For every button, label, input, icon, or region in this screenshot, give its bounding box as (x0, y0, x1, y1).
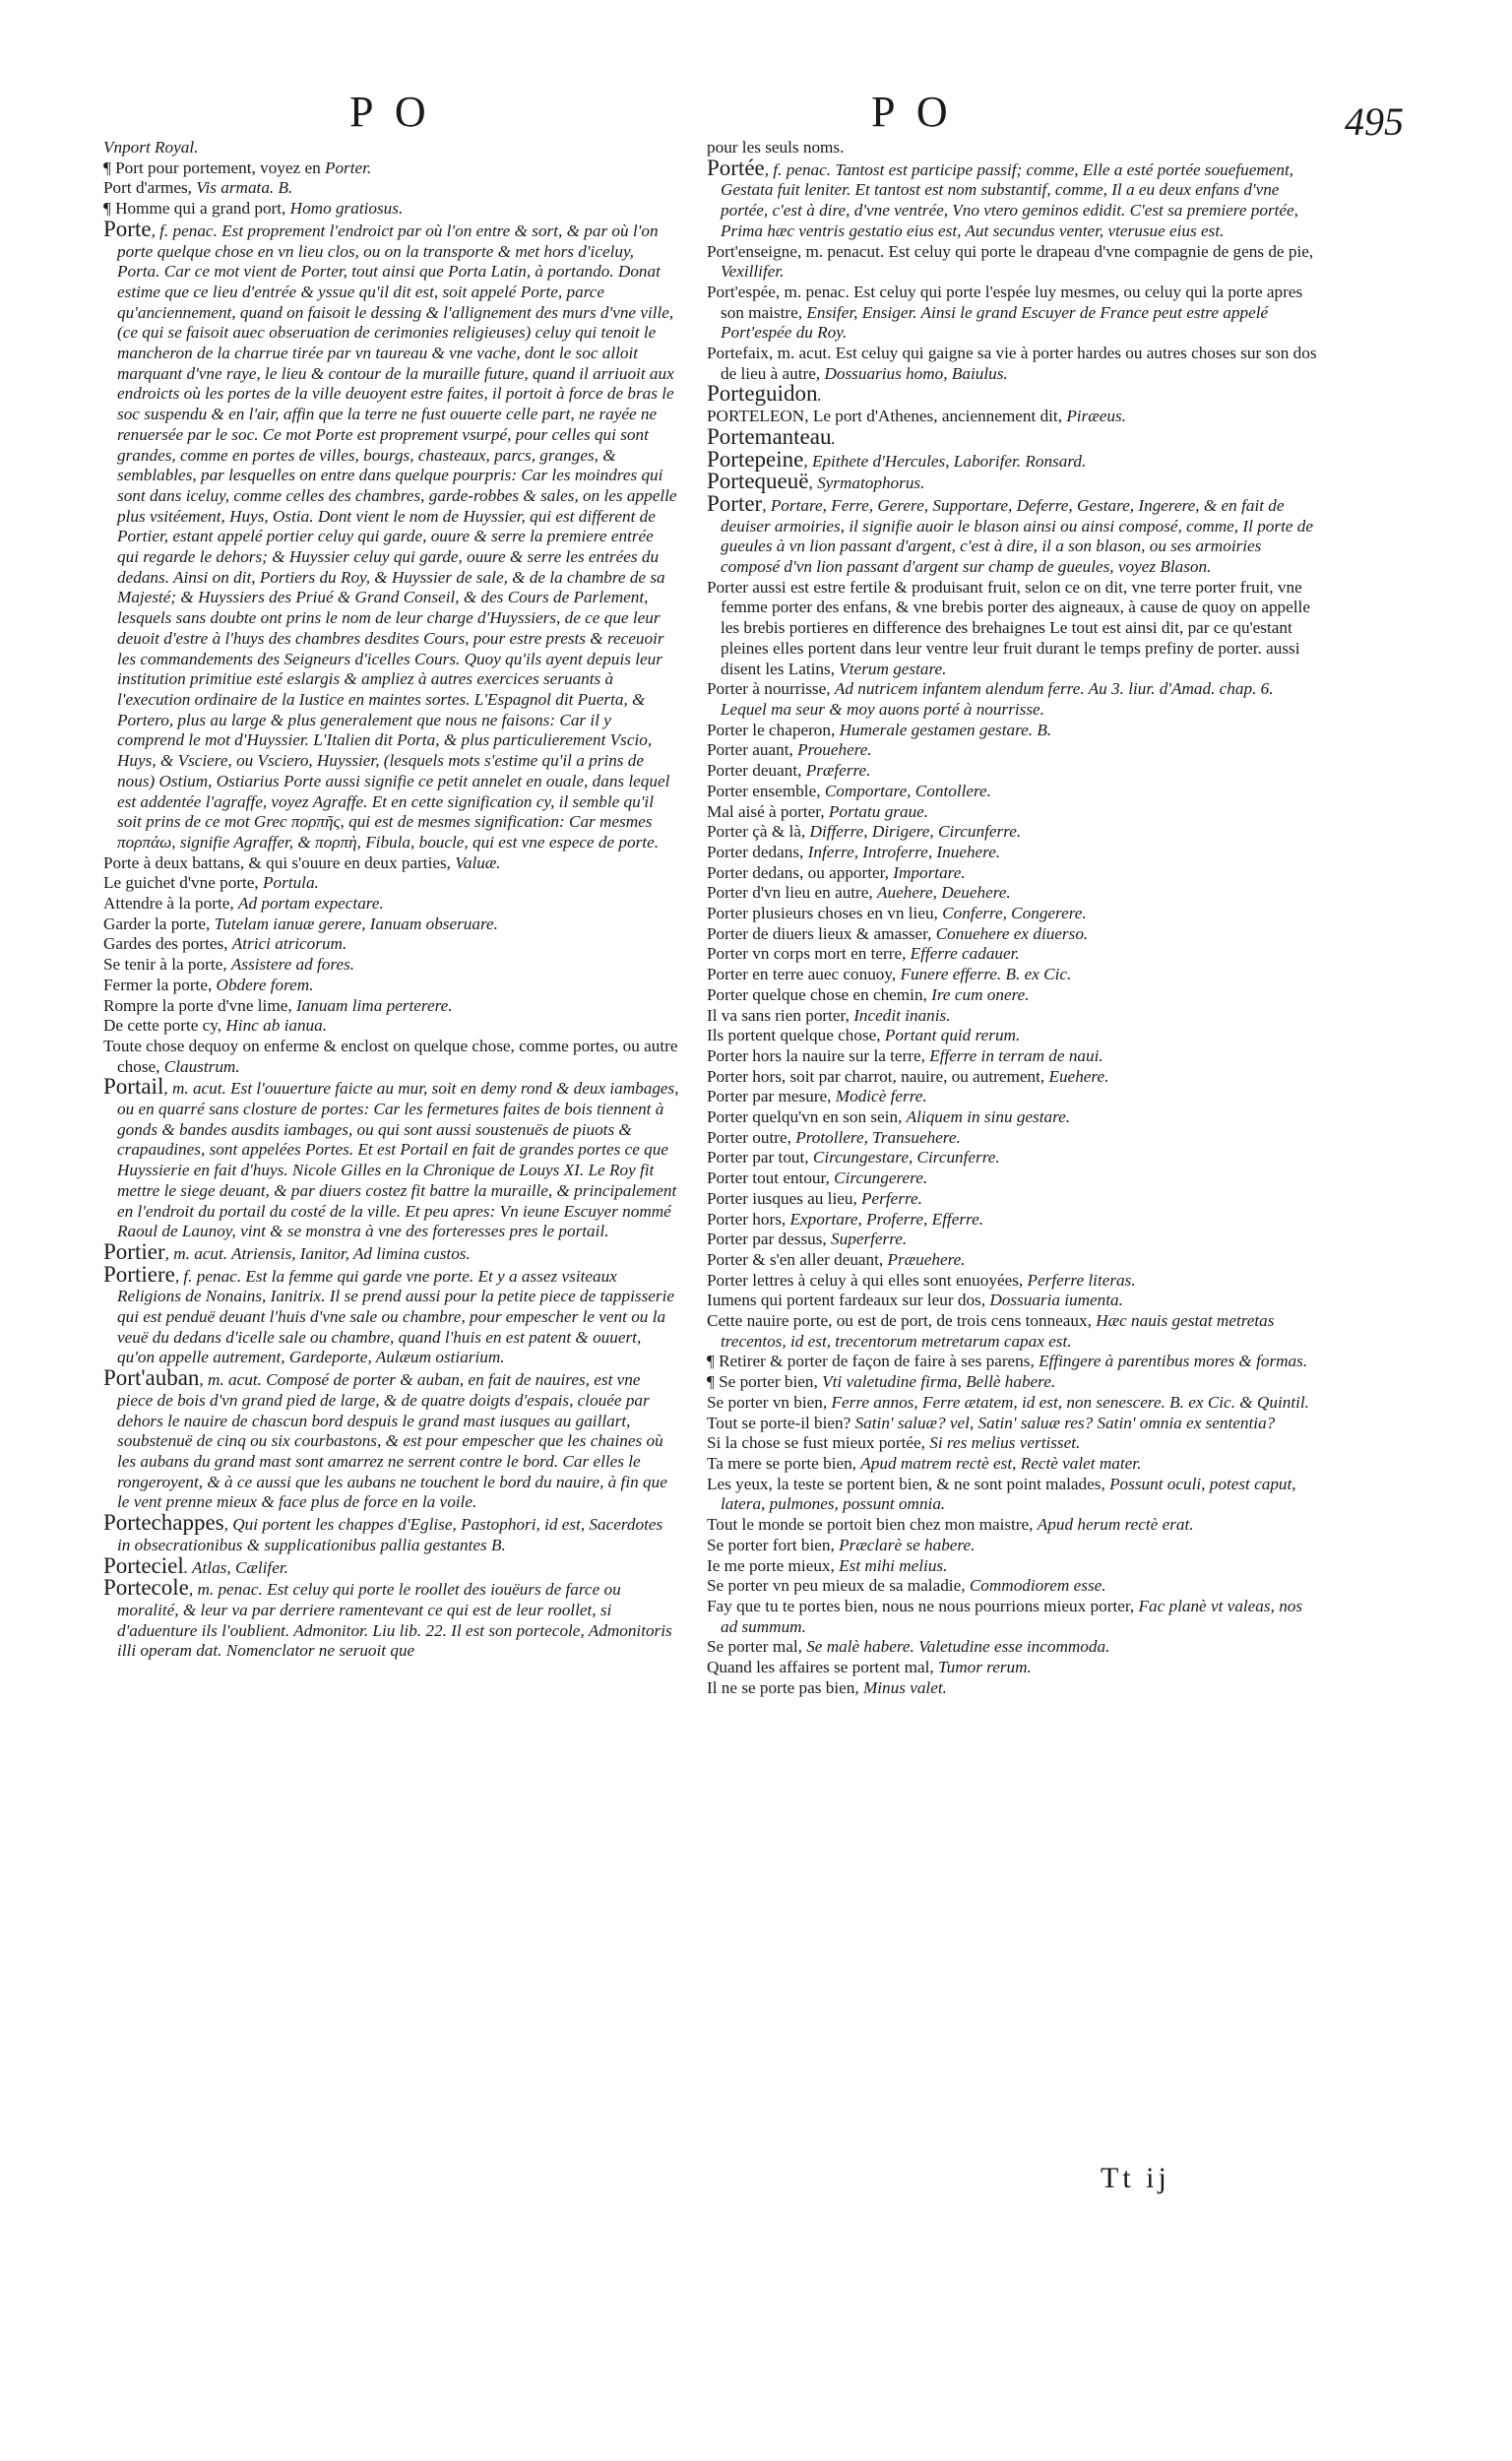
signature-mark: Tt ij (1101, 2162, 1170, 2194)
entry-body: Assistere ad fores. (230, 955, 355, 975)
entry-body: Præclarè se habere. (839, 1535, 976, 1554)
dictionary-entry (103, 996, 679, 1017)
dictionary-entry (707, 1168, 1322, 1189)
entry-body: Est mihi melius. (839, 1555, 948, 1575)
dictionary-entry (707, 1006, 1322, 1027)
dictionary-entry (707, 1515, 1322, 1536)
entry-body: Dossuarius homo, Baiulus. (824, 363, 1008, 383)
dictionary-entry (707, 944, 1322, 965)
dictionary-entry (707, 1250, 1322, 1271)
entry-headword: Porter tout entour, (707, 1168, 835, 1188)
dictionary-entry (707, 138, 1322, 158)
dictionary-entry (103, 1552, 679, 1579)
entry-body: Portant quid rerum. (884, 1026, 1021, 1045)
dictionary-entry (103, 853, 679, 874)
entry-body: Comportare, Contollere. (824, 781, 991, 800)
entry-body: Vnport Royal. (103, 138, 199, 157)
entry-headword: ¶ Port pour portement, voyez en (103, 158, 325, 177)
entry-body: Prouehere. (797, 740, 872, 760)
dictionary-entry (707, 1372, 1322, 1393)
entry-body: Euehere. (1048, 1066, 1109, 1086)
entry-headword: Porter aussi est estre fertile & produisant fruit, selon ce on dit, vne terre porter fruit, vne femme porter des enfans, & vne brebis porter des aigneaux, à cause de quoy on appelle les brebis portieres en difference des brehaignes Le tout est ainsi dit, par ce qu'estant pleines elles portent dans leur ventre leur fruit durant le temps prefiny de porter. aussi disent les Latins, (707, 577, 1310, 678)
dictionary-entry (707, 155, 1322, 242)
entry-headword: Si la chose se fust mieux portée, (707, 1433, 930, 1453)
dictionary-entry (103, 178, 679, 199)
entry-body: Vexillifer. (721, 262, 785, 282)
entry-body: Piræeus. (1066, 407, 1126, 426)
entry-headword: Porter hors, (707, 1209, 790, 1229)
entry-body: , Portare, Ferre, Gerere, Supportare, Deferre, Gestare, Ingerere, & en fait de deuiser armoiries, il signifie auoir le blason ainsi ou ainsi composé, comme, Il porte de gueules à vn lion passant d'argent, c'est à dire, il a son blason, ou ses armoiries composé d'vn lion passant d'argent sur champ de gueules, voyez Blason. (721, 495, 1313, 577)
entry-headword: Porter & s'en aller deuant, (707, 1249, 888, 1269)
dictionary-entry (707, 1556, 1322, 1577)
dictionary-entry (103, 934, 679, 955)
entry-headword: Porter lettres à celuy à qui elles sont enuoyées, (707, 1270, 1028, 1290)
entry-headword: De cette porte cy, (103, 1016, 226, 1036)
entry-body: Possunt oculi, potest caput, latera, pulmones, possunt omnia. (721, 1474, 1296, 1514)
left-column (103, 138, 679, 1662)
entry-headword: Portemanteau (707, 423, 832, 449)
dictionary-entry (103, 216, 679, 853)
entry-headword: Porter par mesure, (707, 1087, 836, 1106)
entry-headword: Porter plusieurs choses en vn lieu, (707, 904, 943, 923)
entry-body: Modicè ferre. (835, 1087, 927, 1106)
dictionary-entry (707, 1433, 1322, 1454)
entry-body: Efferre cadauer. (910, 944, 1020, 964)
dictionary-entry (103, 1074, 679, 1242)
entry-body: Differre, Dirigere, Circunferre. (809, 822, 1022, 842)
entry-body: Homo gratiosus. (289, 199, 404, 219)
entry-headword: ¶ Homme qui a grand port, (103, 199, 290, 219)
entry-headword: ¶ Retirer & porter de façon de faire à ses parens, (707, 1352, 1040, 1371)
entry-body: Atrici atricorum. (231, 934, 347, 954)
entry-body: Ianuam lima perterere. (295, 995, 453, 1015)
dictionary-entry (707, 1148, 1322, 1168)
entry-headword: Porter outre, (707, 1127, 796, 1147)
entry-body: Importare. (893, 862, 966, 882)
entry-headword: Porter auant, (707, 740, 798, 760)
dictionary-entry (707, 1087, 1322, 1107)
entry-headword: Porter dedans, (707, 842, 808, 861)
entry-headword: Tout se porte-il bien? (707, 1413, 855, 1432)
entry-body: Porter. (324, 158, 372, 177)
entry-body: Exportare, Proferre, Efferre. (789, 1209, 983, 1229)
dictionary-entry (103, 199, 679, 220)
entry-body: Humerale gestamen gestare. B. (839, 720, 1052, 739)
entry-body: Claustrum. (163, 1056, 240, 1076)
entry-headword: Se porter fort bien, (707, 1535, 840, 1554)
entry-headword: Le guichet d'vne porte, (103, 873, 264, 893)
dictionary-entry (103, 1238, 679, 1265)
dictionary-entry (707, 761, 1322, 782)
entry-body: Aliquem in sinu gestare. (906, 1107, 1071, 1127)
entry-body: Valuæ. (455, 852, 501, 872)
entry-headword: Tout le monde se portoit bien chez mon maistre, (707, 1515, 1038, 1535)
entry-body: Conferre, Congerere. (942, 904, 1087, 923)
entry-headword: Porter le chaperon, (707, 720, 840, 739)
entry-body: Protollere, Transuehere. (795, 1127, 961, 1147)
entry-headword: Porter dedans, ou apporter, (707, 862, 894, 882)
entry-headword: Porter quelqu'vn en son sein, (707, 1107, 907, 1127)
entry-body: Funere efferre. B. ex Cic. (900, 965, 1072, 984)
dictionary-entry (707, 490, 1322, 578)
entry-headword: Porte à deux battans, & qui s'ouure en deux parties, (103, 852, 456, 872)
dictionary-entry (707, 985, 1322, 1006)
entry-headword: Il va sans rien porter, (707, 1005, 854, 1025)
dictionary-entry (707, 843, 1322, 863)
entry-headword: Porter par tout, (707, 1148, 813, 1167)
entry-headword: Ils portent quelque chose, (707, 1026, 885, 1045)
dictionary-entry (707, 721, 1322, 741)
entry-headword: Portiere (103, 1261, 175, 1287)
entry-headword: Porter hors la nauire sur la terre, (707, 1045, 930, 1065)
entry-body: Perferre. (861, 1188, 922, 1208)
entry-body: Ire cum onere. (931, 984, 1030, 1004)
dictionary-entry (707, 1658, 1322, 1678)
entry-headword: Fay que tu te portes bien, nous ne nous pourrions mieux porter, (707, 1596, 1139, 1615)
entry-headword: Portequeuë (707, 469, 809, 494)
entry-body: Apud herum rectè erat. (1037, 1515, 1194, 1535)
dictionary-entry (707, 883, 1322, 904)
dictionary-entry (707, 782, 1322, 802)
entry-body: , Qui portent les chappes d'Eglise, Pastophori, id est, Sacerdotes in obsecrationibus & supplicationibus pallia gestantes B. (117, 1515, 663, 1554)
entry-body: Inferre, Introferre, Inuehere. (807, 842, 1001, 861)
entry-headword: Portier (103, 1238, 165, 1264)
entry-body: . (831, 428, 836, 448)
entry-headword: Porteguidon (707, 381, 818, 407)
dictionary-entry (707, 381, 1322, 407)
entry-headword: Port'enseigne, m. penacut. Est celuy qui porte le drapeau d'vne compagnie de gens de pie, (707, 241, 1314, 261)
entry-headword: pour les seuls noms. (707, 138, 845, 157)
dictionary-entry (103, 158, 679, 179)
entry-headword: Portefaix, m. acut. Est celuy qui gaigne sa vie à porter hardes ou autres choses sur son dos de lieu à autre, (707, 344, 1317, 383)
entry-body: Se malè habere. Valetudine esse incommoda. (806, 1637, 1110, 1657)
dictionary-entry (707, 863, 1322, 884)
dictionary-entry (103, 1261, 679, 1369)
entry-body: Satin' saluæ? vel, Satin' saluæ res? Satin' omnia ex sententia? (854, 1413, 1276, 1432)
entry-headword: Porter quelque chose en chemin, (707, 984, 932, 1004)
entry-body: Hæc nauis gestat metretas trecentos, id est, trecentorum metretarum capax est. (721, 1311, 1275, 1351)
entry-body: Dossuaria iumenta. (989, 1291, 1123, 1310)
entry-headword: Se tenir à la porte, (103, 955, 231, 975)
dictionary-entry (103, 138, 679, 158)
entry-body: Ensifer, Ensiger. Ainsi le grand Escuyer de France peut estre appelé Port'espée du Roy. (721, 302, 1269, 343)
entry-headword: Porte (103, 216, 152, 241)
entry-headword: Porter hors, soit par charrot, nauire, ou autrement, (707, 1066, 1049, 1086)
dictionary-entry (707, 1067, 1322, 1088)
dictionary-entry (707, 283, 1322, 344)
dictionary-entry (707, 344, 1322, 384)
entry-headword: Mal aisé à porter, (707, 801, 829, 821)
dictionary-entry (707, 1597, 1322, 1637)
dictionary-entry (707, 1210, 1322, 1230)
entry-headword: Porter ensemble, (707, 781, 825, 800)
entry-body: , m. acut. Atriensis, Ianitor, Ad limina custos. (164, 1243, 471, 1263)
entry-body: Vti valetudine firma, Bellè habere. (822, 1372, 1056, 1392)
entry-headword: Porter iusques au lieu, (707, 1188, 862, 1208)
entry-headword: Porter çà & là, (707, 822, 810, 842)
entry-headword: Porter par dessus, (707, 1230, 832, 1249)
entry-body: Obdere forem. (216, 975, 314, 994)
dictionary-entry (707, 1291, 1322, 1311)
entry-headword: Port'espée, m. penac. Est celuy qui porte l'espée luy mesmes, ou celuy qui la porte apres son maistre, (707, 282, 1303, 322)
dictionary-entry (103, 894, 679, 915)
page-number: 495 (1345, 99, 1404, 144)
entry-headword: Fermer la porte, (103, 975, 217, 994)
entry-body: Apud matrem rectè est, Rectè valet mater. (860, 1454, 1142, 1473)
dictionary-entry (707, 1576, 1322, 1597)
entry-body: Vterum gestare. (839, 659, 947, 678)
entry-body: Incedit inanis. (853, 1005, 951, 1025)
entry-body: , f. penac. Est proprement l'endroict par où l'on entre & sort, & par où l'on porte quelque chose en vn lieu clos, ou on la transporte & met hors d'iceluy, Porta. Car ce mot vient de Porter, tout ainsi que Porta Latin, à portando. Donat estime que ce lieu d'entrée & yssue qu'il dit est, soit appelé Porte, parce qu'anciennement, quand on faisoit le dessing & l'allignement des murs d'vne ville, (ce qui se faisoit auec obseruation de cerimonies religieuses) celuy qui tenoit le mancheron de la charrue tirée par vn taureau & vne vache, dont le soc alloit marquant d'vne raye, le lieu & contour de la muraille future, quand il arriuoit aux endroicts où les portes de la ville deuoyent estre faites, il portoit à force de bras le soc suspendu & en l'air, affin que la terre ne fust ouuerte celle part, ne rayée ne renuersée par le soc. Ce mot Porte est proprement vsurpé, pour celles qui sont grandes, comme en portes de villes, bourgs, chasteaux, parcs, granges, & semblables, par lesquelles on entre dans quelque pourpris: Car les moindres qui sont dans iceluy, comme celles des chambres, garde-robbes & sales, on les appelle plus vsitéement, Huys, Ostia. Dont vient le nom de Huyssier, qui est different de Portier, estant appelé portier celuy qui garde, ouure & serre la premiere entrée qui regarde le dehors; & Huyssier celuy qui garde, ouure & serre les entrées du dedans. Ainsi on dit, Portiers du Roy, & Huyssier de sale, & de la chambre de sa Majesté; & Huyssiers des Priué & Grand Conseil, & des Cours de Parlement, lesquels sans doubte ont prins le nom de leur charge d'Huyssiers, de ce que leur deuoit d'estre à l'huys des chambres desdites Cours, pour estre prests & receuoir les commandements des Seigneurs d'icelles Cours. Quoy qu'ils ayent depuis leur institution primitiue esté eslargis & ampliez à autres exercices seruants à l'execution ordinaire de la Iustice en maintes sortes. L'Espagnol dit Puerta, & Portero, plus au large & plus generalement que nous ne faisons: Car il y comprend le mot d'Huyssier. L'Italien dit Porta, & plus particulierement Vscio, Huys, & Vsciere, ou Vsciero, Huyssier, (lesquels mots s'estime qu'il a prins de nous) Ostium, Ostiarius Porte aussi signifie ce petit annelet en ouale, dans lequel est addentée l'agraffe, voyez Agraffe. Et en cette signification cy, il semble qu'il soit prins de ce mot Grec πορπῆς, qui est de mesmes signification: Car mesmes πορπάω, signifie Agraffer, & πορπὴ, Fibula, boucle, qui est vne espece de porte. (117, 221, 677, 852)
entry-body: , m. acut. Composé de porter & auban, en fait de nauires, est vne piece de bois d'vn grand pied de large, & de quatre doigts d'espais, clouée par dehors le nauire de chascun bord despuis le grand mast iusques au gaillart, soubstenuë de cinq ou six courbastons, & est pour empescher que les chaines où les aubans du grand mast sont amarrez ne serrent contre le bord. Car elles le rongeroyent, & à ce aussi que les aubans ne touchent le bord du nauire, à fin que le vent prenne mieux & face plus de force en la voile. (117, 1370, 667, 1512)
dictionary-entry (707, 1311, 1322, 1352)
dictionary-entry (103, 976, 679, 996)
dictionary-entry (103, 873, 679, 894)
dictionary-entry (707, 740, 1322, 761)
dictionary-entry (103, 1365, 679, 1513)
dictionary-entry (707, 1393, 1322, 1414)
right-running-head: P O (871, 88, 954, 136)
entry-body: Portula. (263, 873, 319, 893)
entry-body: Hinc ab ianua. (225, 1016, 328, 1036)
entry-headword: PORTELEON, Le port d'Athenes, anciennement dit, (707, 407, 1067, 426)
entry-body: Portatu graue. (828, 801, 929, 821)
dictionary-entry (707, 1046, 1322, 1067)
entry-body: Effingere à parentibus mores & formas. (1039, 1352, 1308, 1371)
entry-body: Si res melius vertisset. (929, 1433, 1081, 1453)
entry-body: Vis armata. B. (196, 178, 293, 198)
dictionary-entry (103, 1037, 679, 1077)
entry-headword: Se porter mal, (707, 1637, 807, 1657)
entry-body: Commodiorem esse. (969, 1576, 1106, 1596)
entry-body: Conuehere ex diuerso. (935, 923, 1089, 943)
entry-body: Præferre. (805, 761, 871, 781)
dictionary-entry (707, 1637, 1322, 1658)
dictionary-entry (707, 1128, 1322, 1149)
entry-headword: Les yeux, la teste se portent bien, & ne sont point malades, (707, 1474, 1110, 1493)
entry-body: Auehere, Deuehere. (877, 883, 1011, 903)
dictionary-entry (707, 1536, 1322, 1556)
entry-body: , m. acut. Est l'ouuerture faicte au mur, soit en demy rond & deux iambages, ou en quarré sans closture de portes: Car les fermetures faites de bois tiennent à gonds & bandes ausdits iambages, ou qui sont aussi soustenuës de piuots & crapaudines, sont appelées Portes. Et est Portail en fait de grandes portes ce que Huyssierie en fait d'huys. Nicole Gilles en la Chronique de Louys XI. Le Roy fit mettre le siege deuant, & par diuers costez fit battre la muraille, & principalement en l'endroit du portail du costé de la ville. Et peu apres: Vn ieune Escuyer nommé Raoul de Launoy, vint & se monstra à vne des forteresses pres le portail. (117, 1079, 679, 1241)
entry-headword: Port'auban (103, 1365, 200, 1391)
entry-body: Circungerere. (834, 1168, 928, 1188)
entry-body: , Epithete d'Hercules, Laborifer. Ronsard. (803, 451, 1087, 471)
dictionary-entry (103, 915, 679, 935)
right-column (707, 138, 1322, 1698)
dictionary-entry (707, 469, 1322, 494)
entry-body: , Syrmatophorus. (808, 473, 925, 493)
entry-headword: Porter d'vn lieu en autre, (707, 883, 878, 903)
dictionary-entry (707, 1107, 1322, 1128)
entry-body: Efferre in terram de naui. (929, 1045, 1103, 1065)
dictionary-entry (707, 578, 1322, 680)
entry-body: Minus valet. (862, 1677, 947, 1697)
entry-headword: Quand les affaires se portent mal, (707, 1658, 938, 1677)
dictionary-entry (103, 1575, 679, 1662)
dictionary-entry (707, 242, 1322, 283)
entry-headword: Porteciel (103, 1552, 184, 1578)
entry-body: Ad portam expectare. (237, 894, 384, 914)
dictionary-entry (103, 1016, 679, 1037)
entry-headword: Porter à nourrisse, (707, 679, 835, 699)
entry-body: , m. penac. Est celuy qui porte le roollet des iouëurs de farce ou moralité, & leur va par derriere ramentevant ce qui est de leur roollet, si d'aduenture ils l'oublient. Admonitor. Liu lib. 22. Il est son portecole, Admonitoris illi operam dat. Nomenclator ne seruoit que (117, 1580, 672, 1661)
dictionary-entry (707, 1026, 1322, 1046)
entry-headword: Portepeine (707, 446, 804, 472)
entry-headword: Se porter vn peu mieux de sa maladie, (707, 1576, 970, 1596)
dictionary-entry (707, 679, 1322, 720)
entry-body: , f. penac. Tantost est participe passif; comme, Elle a esté portée souefuement, Gestata fuit leniter. Et tantost est nom substantif, comme, Il a eu deux enfans d'vne portée, c'est à dire, d'vne ventrée, Vno vtero geminos edidit. C'est sa premiere portée, Prima hæc ventris gestatio eius est, Aut secundus venter, vterusue eius est. (721, 159, 1298, 240)
entry-headword: Portecole (103, 1575, 189, 1601)
entry-body: Fac planè vt valeas, nos ad summum. (721, 1596, 1303, 1636)
dictionary-entry (707, 1352, 1322, 1372)
entry-body: Circungestare, Circunferre. (812, 1148, 1000, 1167)
dictionary-entry (707, 802, 1322, 823)
entry-headword: ¶ Se porter bien, (707, 1372, 823, 1392)
entry-headword: Porter vn corps mort en terre, (707, 944, 911, 964)
entry-headword: Porter en terre auec conuoy, (707, 965, 901, 984)
entry-body: Ferre annos, Ferre ætatem, id est, non senescere. B. ex Cic. & Quintil. (831, 1392, 1309, 1412)
entry-body: . Atlas, Cælifer. (183, 1557, 288, 1577)
entry-body: , f. penac. Est la femme qui garde vne porte. Et y a assez vsiteaux Religions de Nonains, Ianitrix. Il se prend aussi pour la petite piece de tappisserie qui est penduë deuant l'huis d'vne sale ou chambre, pour empescher le vent ou la veuë du dedans d'icelle sale ou chambre, quand l'huis en est patent & ouuert, qu'on appelle autrement, Gardeporte, Aulæum ostiarium. (117, 1266, 674, 1367)
entry-headword: Cette nauire porte, ou est de port, de trois cens tonneaux, (707, 1311, 1097, 1331)
entry-body: Præuehere. (887, 1249, 966, 1269)
entry-headword: Ta mere se porte bien, (707, 1454, 861, 1473)
entry-headword: Ie me porte mieux, (707, 1555, 840, 1575)
dictionary-entry (707, 924, 1322, 945)
entry-headword: Toute chose dequoy on enferme & enclost on quelque chose, comme portes, ou autre chose, (103, 1036, 678, 1076)
entry-headword: Porter deuant, (707, 761, 806, 781)
entry-headword: Portée (707, 155, 765, 180)
dictionary-entry (707, 1454, 1322, 1475)
entry-body: . (817, 386, 822, 406)
dictionary-entry (707, 1678, 1322, 1699)
entry-headword: Garder la porte, (103, 914, 215, 933)
dictionary-entry (103, 1510, 679, 1555)
dictionary-entry (707, 1271, 1322, 1292)
entry-headword: Attendre à la porte, (103, 894, 238, 914)
entry-body: Tumor rerum. (937, 1658, 1032, 1677)
left-running-head: P O (349, 88, 432, 136)
dictionary-entry (707, 822, 1322, 843)
entry-headword: Il ne se porte pas bien, (707, 1677, 863, 1697)
dictionary-entry (707, 1414, 1322, 1434)
entry-body: Ad nutricem infantem alendum ferre. Au 3. liur. d'Amad. chap. 6. Lequel ma seur & moy auons porté à nourrisse. (721, 679, 1274, 719)
entry-headword: Portechappes (103, 1510, 224, 1536)
entry-headword: Porter (707, 490, 763, 516)
dictionary-entry (707, 1189, 1322, 1210)
entry-body: Superferre. (831, 1230, 908, 1249)
entry-body: Tutelam ianuæ gerere, Ianuam obseruare. (214, 914, 498, 933)
entry-headword: Se porter vn bien, (707, 1392, 832, 1412)
entry-headword: Port d'armes, (103, 178, 197, 198)
dictionary-entry (707, 965, 1322, 985)
dictionary-entry (707, 1475, 1322, 1515)
entry-headword: Portail (103, 1074, 164, 1100)
dictionary-entry (707, 904, 1322, 924)
dictionary-entry (707, 1230, 1322, 1250)
entry-body: Perferre literas. (1027, 1270, 1136, 1290)
entry-headword: Iumens qui portent fardeaux sur leur dos, (707, 1291, 990, 1310)
entry-headword: Rompre la porte d'vne lime, (103, 995, 296, 1015)
entry-headword: Porter de diuers lieux & amasser, (707, 923, 936, 943)
dictionary-entry (103, 955, 679, 976)
entry-headword: Gardes des portes, (103, 934, 232, 954)
